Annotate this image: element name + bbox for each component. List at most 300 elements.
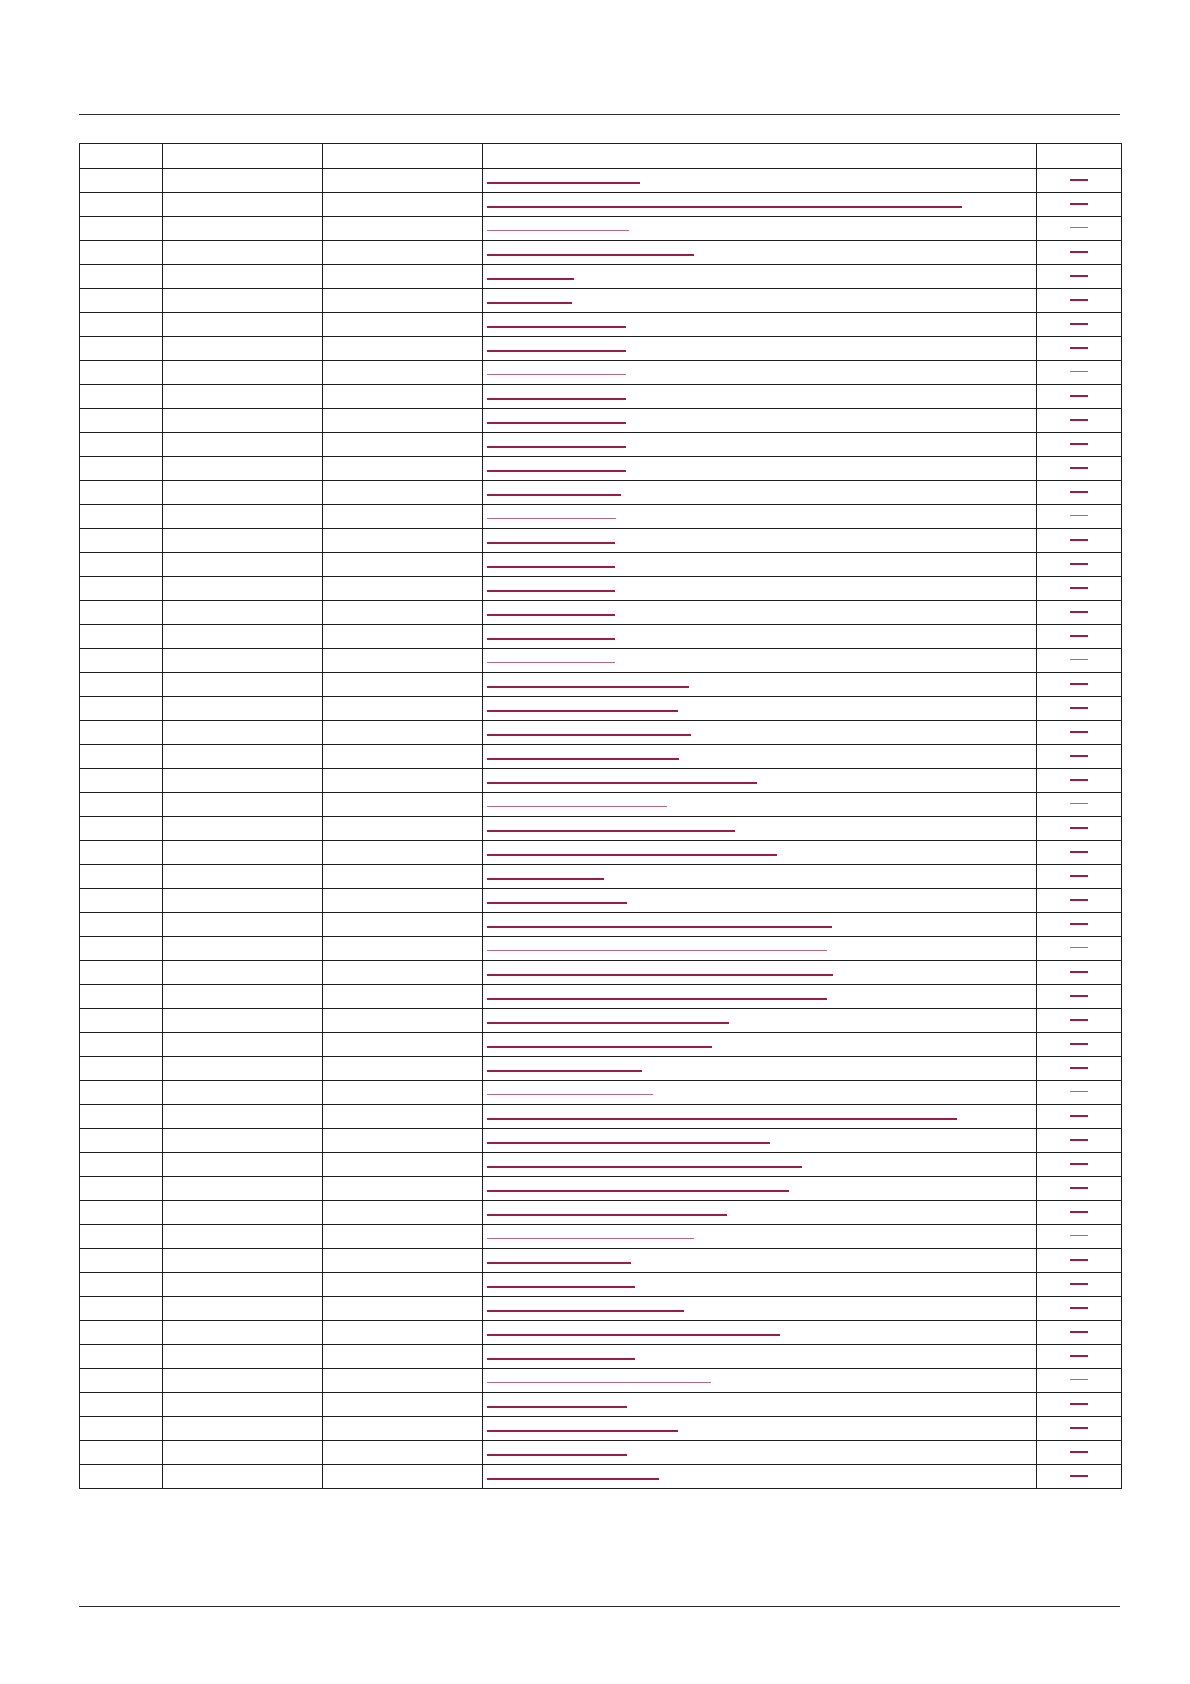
table-row <box>80 265 1122 289</box>
table-cell <box>323 1153 483 1177</box>
hyperlink-underline[interactable] <box>487 182 640 184</box>
link-cell <box>483 1129 1037 1153</box>
hyperlink-underline[interactable] <box>487 734 691 736</box>
page-ref-cell <box>1037 865 1122 889</box>
table-cell <box>163 529 323 553</box>
hyperlink-underline[interactable] <box>487 1286 635 1288</box>
table-cell <box>323 961 483 985</box>
table-cell <box>323 577 483 601</box>
table-cell <box>163 961 323 985</box>
table-cell <box>323 649 483 673</box>
table-cell <box>323 1297 483 1321</box>
hyperlink-underline[interactable] <box>487 446 626 448</box>
table-cell <box>80 385 163 409</box>
table-cell <box>80 985 163 1009</box>
table-row <box>80 673 1122 697</box>
hyperlink-underline[interactable] <box>487 1262 631 1264</box>
page-ref-link[interactable] <box>1070 731 1088 733</box>
link-cell <box>483 193 1037 217</box>
hyperlink-underline[interactable] <box>487 830 735 832</box>
table-row <box>80 913 1122 937</box>
page-ref-link[interactable] <box>1070 827 1088 829</box>
link-cell <box>483 169 1037 193</box>
page-ref-cell <box>1037 1129 1122 1153</box>
hyperlink-underline[interactable] <box>487 398 626 400</box>
link-cell <box>483 457 1037 481</box>
table-cell <box>80 505 163 529</box>
table-cell <box>80 1465 163 1489</box>
table-cell <box>323 433 483 457</box>
hyperlink-underline[interactable] <box>487 470 626 472</box>
hyperlink-underline[interactable] <box>487 662 615 663</box>
column-header <box>1037 144 1122 169</box>
page-ref-cell <box>1037 1225 1122 1249</box>
table-cell <box>80 289 163 313</box>
table-cell <box>323 169 483 193</box>
table-row <box>80 505 1122 529</box>
link-cell <box>483 649 1037 673</box>
footer-rule <box>79 1606 1120 1607</box>
page-ref-cell <box>1037 745 1122 769</box>
page-ref-cell <box>1037 1201 1122 1225</box>
page-ref-link[interactable] <box>1070 419 1088 421</box>
document-table <box>79 143 1122 1489</box>
page-ref-link[interactable] <box>1070 539 1088 541</box>
link-cell <box>483 793 1037 817</box>
table-cell <box>323 1393 483 1417</box>
page-ref-link[interactable] <box>1070 1091 1088 1092</box>
table-cell <box>80 193 163 217</box>
table-cell <box>80 1129 163 1153</box>
page-ref-cell <box>1037 1465 1122 1489</box>
page-ref-link[interactable] <box>1070 395 1088 397</box>
page-ref-cell <box>1037 673 1122 697</box>
hyperlink-underline[interactable] <box>487 1070 642 1072</box>
link-cell <box>483 1201 1037 1225</box>
link-cell <box>483 721 1037 745</box>
page-ref-cell <box>1037 1321 1122 1345</box>
table-row <box>80 1081 1122 1105</box>
hyperlink-underline[interactable] <box>487 1430 678 1432</box>
page-ref-link[interactable] <box>1070 275 1088 277</box>
table-row <box>80 889 1122 913</box>
table-cell <box>80 1249 163 1273</box>
table-cell <box>80 1393 163 1417</box>
link-cell <box>483 769 1037 793</box>
page-ref-link[interactable] <box>1070 347 1088 349</box>
page-ref-cell <box>1037 457 1122 481</box>
table-cell <box>80 889 163 913</box>
page-ref-link[interactable] <box>1070 1139 1088 1141</box>
link-cell <box>483 265 1037 289</box>
page-ref-link[interactable] <box>1070 1211 1088 1213</box>
hyperlink-underline[interactable] <box>487 1406 627 1408</box>
page-ref-link[interactable] <box>1070 611 1088 613</box>
table-row <box>80 289 1122 313</box>
link-cell <box>483 337 1037 361</box>
page-ref-link[interactable] <box>1070 947 1088 948</box>
link-cell <box>483 937 1037 961</box>
page-ref-link[interactable] <box>1070 587 1088 589</box>
table-row <box>80 745 1122 769</box>
page-ref-link[interactable] <box>1070 203 1088 205</box>
page-ref-link[interactable] <box>1070 323 1088 325</box>
table-cell <box>323 673 483 697</box>
table-cell <box>323 313 483 337</box>
table-cell <box>323 1033 483 1057</box>
table-cell <box>80 433 163 457</box>
page-ref-cell <box>1037 241 1122 265</box>
hyperlink-underline[interactable] <box>487 686 689 688</box>
table-cell <box>163 505 323 529</box>
page-ref-link[interactable] <box>1070 371 1088 372</box>
table-row <box>80 1441 1122 1465</box>
hyperlink-underline[interactable] <box>487 518 616 519</box>
table-cell <box>80 241 163 265</box>
page-ref-link[interactable] <box>1070 1235 1088 1236</box>
table-cell <box>163 769 323 793</box>
table-cell <box>163 865 323 889</box>
table-cell <box>163 1153 323 1177</box>
table-cell <box>80 769 163 793</box>
table-row <box>80 1105 1122 1129</box>
table-row <box>80 625 1122 649</box>
link-cell <box>483 313 1037 337</box>
table-cell <box>163 1249 323 1273</box>
hyperlink-underline[interactable] <box>487 1190 789 1192</box>
page-ref-cell <box>1037 721 1122 745</box>
page-ref-link[interactable] <box>1070 1043 1088 1045</box>
hyperlink-underline[interactable] <box>487 278 574 280</box>
table-cell <box>80 553 163 577</box>
page-ref-link[interactable] <box>1070 899 1088 901</box>
table-cell <box>163 193 323 217</box>
page-ref-cell <box>1037 889 1122 913</box>
table-row <box>80 193 1122 217</box>
page-ref-cell <box>1037 817 1122 841</box>
table-cell <box>80 601 163 625</box>
hyperlink-underline[interactable] <box>487 206 962 208</box>
page-ref-link[interactable] <box>1070 563 1088 565</box>
table-row <box>80 1345 1122 1369</box>
page-ref-cell <box>1037 625 1122 649</box>
table-cell <box>163 649 323 673</box>
table-cell <box>163 313 323 337</box>
hyperlink-underline[interactable] <box>487 350 626 352</box>
hyperlink-underline[interactable] <box>487 926 832 928</box>
hyperlink-underline[interactable] <box>487 542 615 544</box>
table-row <box>80 1177 1122 1201</box>
hyperlink-underline[interactable] <box>487 254 694 256</box>
page-ref-cell <box>1037 961 1122 985</box>
page-ref-link[interactable] <box>1070 491 1088 493</box>
page-ref-link[interactable] <box>1070 443 1088 445</box>
page-ref-link[interactable] <box>1070 923 1088 925</box>
table-row <box>80 817 1122 841</box>
page-ref-cell <box>1037 505 1122 529</box>
table-cell <box>163 457 323 481</box>
table-row <box>80 361 1122 385</box>
page-ref-link[interactable] <box>1070 1187 1088 1189</box>
table-cell <box>163 553 323 577</box>
page-ref-cell <box>1037 601 1122 625</box>
hyperlink-underline[interactable] <box>487 1142 770 1144</box>
table-cell <box>80 961 163 985</box>
hyperlink-underline[interactable] <box>487 326 626 328</box>
column-header <box>483 144 1037 169</box>
hyperlink-underline[interactable] <box>487 950 827 951</box>
hyperlink-underline[interactable] <box>487 1238 694 1239</box>
page-ref-cell <box>1037 217 1122 241</box>
table-cell <box>163 1225 323 1249</box>
page-ref-link[interactable] <box>1070 1403 1088 1405</box>
table-cell <box>80 481 163 505</box>
table-cell <box>163 1345 323 1369</box>
page-ref-link[interactable] <box>1070 1379 1088 1380</box>
table-cell <box>163 1441 323 1465</box>
table-cell <box>163 673 323 697</box>
table-cell <box>323 385 483 409</box>
hyperlink-underline[interactable] <box>487 998 827 1000</box>
table-row <box>80 1465 1122 1489</box>
page-ref-link[interactable] <box>1070 635 1088 637</box>
table-cell <box>323 1249 483 1273</box>
table-header-row <box>80 144 1122 169</box>
column-header <box>80 144 163 169</box>
table-cell <box>80 1081 163 1105</box>
table-cell <box>80 577 163 601</box>
table-cell <box>323 1321 483 1345</box>
link-cell <box>483 1009 1037 1033</box>
table-cell <box>163 361 323 385</box>
table-cell <box>323 1201 483 1225</box>
hyperlink-underline[interactable] <box>487 566 615 568</box>
table-cell <box>80 1417 163 1441</box>
table-row <box>80 433 1122 457</box>
link-cell <box>483 1033 1037 1057</box>
page-ref-link[interactable] <box>1070 1331 1088 1333</box>
page-ref-link[interactable] <box>1070 1283 1088 1285</box>
table-cell <box>163 1009 323 1033</box>
table-cell <box>163 337 323 361</box>
table-row <box>80 1057 1122 1081</box>
table-cell <box>323 1441 483 1465</box>
page-ref-cell <box>1037 1081 1122 1105</box>
table-cell <box>163 1369 323 1393</box>
page-ref-cell <box>1037 1033 1122 1057</box>
table-cell <box>323 289 483 313</box>
table-cell <box>163 817 323 841</box>
table-cell <box>163 1465 323 1489</box>
hyperlink-underline[interactable] <box>487 230 629 231</box>
link-cell <box>483 1417 1037 1441</box>
page-ref-link[interactable] <box>1070 851 1088 853</box>
page-ref-link[interactable] <box>1070 1019 1088 1021</box>
table-row <box>80 1225 1122 1249</box>
link-cell <box>483 1153 1037 1177</box>
page-ref-link[interactable] <box>1070 875 1088 877</box>
hyperlink-underline[interactable] <box>487 806 667 807</box>
hyperlink-underline[interactable] <box>487 1166 802 1168</box>
page-ref-cell <box>1037 577 1122 601</box>
table-cell <box>80 1009 163 1033</box>
page-ref-link[interactable] <box>1070 1115 1088 1117</box>
page-ref-cell <box>1037 1009 1122 1033</box>
page-ref-link[interactable] <box>1070 1355 1088 1357</box>
table-cell <box>80 361 163 385</box>
hyperlink-underline[interactable] <box>487 494 621 496</box>
page-ref-link[interactable] <box>1070 299 1088 301</box>
page-ref-cell <box>1037 985 1122 1009</box>
page-ref-cell <box>1037 1273 1122 1297</box>
hyperlink-underline[interactable] <box>487 638 615 640</box>
table-cell <box>323 193 483 217</box>
hyperlink-underline[interactable] <box>487 758 679 760</box>
page-ref-link[interactable] <box>1070 1259 1088 1261</box>
hyperlink-underline[interactable] <box>487 422 626 424</box>
table-row <box>80 1033 1122 1057</box>
table-row <box>80 529 1122 553</box>
hyperlink-underline[interactable] <box>487 878 604 880</box>
page-ref-link[interactable] <box>1070 1067 1088 1069</box>
hyperlink-underline[interactable] <box>487 1454 627 1456</box>
table-cell <box>80 313 163 337</box>
table-cell <box>163 841 323 865</box>
page-ref-cell <box>1037 841 1122 865</box>
page-ref-link[interactable] <box>1070 1427 1088 1429</box>
link-cell <box>483 817 1037 841</box>
hyperlink-underline[interactable] <box>487 1358 635 1360</box>
table-cell <box>80 745 163 769</box>
link-cell <box>483 433 1037 457</box>
table-cell <box>80 409 163 433</box>
table-cell <box>323 601 483 625</box>
page-ref-link[interactable] <box>1070 251 1088 253</box>
page-ref-cell <box>1037 697 1122 721</box>
hyperlink-underline[interactable] <box>487 1310 684 1312</box>
table-cell <box>80 1033 163 1057</box>
hyperlink-underline[interactable] <box>487 1094 653 1095</box>
hyperlink-underline[interactable] <box>487 854 777 856</box>
table-row <box>80 1297 1122 1321</box>
table-cell <box>323 241 483 265</box>
hyperlink-underline[interactable] <box>487 902 627 904</box>
table-cell <box>80 1273 163 1297</box>
hyperlink-underline[interactable] <box>487 1022 729 1024</box>
hyperlink-underline[interactable] <box>487 614 615 616</box>
hyperlink-underline[interactable] <box>487 1118 957 1120</box>
table-cell <box>323 1225 483 1249</box>
table-cell <box>163 721 323 745</box>
table-cell <box>80 1345 163 1369</box>
page-ref-link[interactable] <box>1070 1475 1088 1477</box>
link-cell <box>483 673 1037 697</box>
link-cell <box>483 601 1037 625</box>
table-cell <box>323 1009 483 1033</box>
link-cell <box>483 217 1037 241</box>
page-ref-link[interactable] <box>1070 683 1088 685</box>
table-row <box>80 649 1122 673</box>
hyperlink-underline[interactable] <box>487 1382 711 1383</box>
page-ref-link[interactable] <box>1070 1163 1088 1165</box>
table-row <box>80 985 1122 1009</box>
page-ref-link[interactable] <box>1070 755 1088 757</box>
link-cell <box>483 1177 1037 1201</box>
table-row <box>80 577 1122 601</box>
table-cell <box>80 649 163 673</box>
table-cell <box>323 1081 483 1105</box>
page-ref-cell <box>1037 793 1122 817</box>
table-row <box>80 793 1122 817</box>
page-ref-cell <box>1037 481 1122 505</box>
column-header <box>163 144 323 169</box>
hyperlink-underline[interactable] <box>487 1046 712 1048</box>
page-ref-link[interactable] <box>1070 467 1088 469</box>
page-ref-cell <box>1037 169 1122 193</box>
table-cell <box>163 1417 323 1441</box>
hyperlink-underline[interactable] <box>487 1334 780 1336</box>
link-cell <box>483 625 1037 649</box>
page-ref-link[interactable] <box>1070 659 1088 660</box>
table-row <box>80 385 1122 409</box>
page-ref-link[interactable] <box>1070 1451 1088 1453</box>
page-ref-link[interactable] <box>1070 707 1088 709</box>
page-ref-cell <box>1037 361 1122 385</box>
page-ref-link[interactable] <box>1070 971 1088 973</box>
table-cell <box>163 265 323 289</box>
table-row <box>80 337 1122 361</box>
hyperlink-underline[interactable] <box>487 1214 727 1216</box>
page-ref-link[interactable] <box>1070 995 1088 997</box>
hyperlink-underline[interactable] <box>487 302 572 304</box>
page-ref-cell <box>1037 1177 1122 1201</box>
table-cell <box>323 361 483 385</box>
table-cell <box>163 1081 323 1105</box>
page-ref-link[interactable] <box>1070 803 1088 804</box>
link-cell <box>483 1465 1037 1489</box>
page-ref-link[interactable] <box>1070 179 1088 181</box>
table-cell <box>80 865 163 889</box>
table-cell <box>163 241 323 265</box>
page-ref-cell <box>1037 1153 1122 1177</box>
hyperlink-underline[interactable] <box>487 710 678 712</box>
table-cell <box>323 913 483 937</box>
hyperlink-underline[interactable] <box>487 374 626 375</box>
table-cell <box>323 937 483 961</box>
hyperlink-underline[interactable] <box>487 974 833 976</box>
hyperlink-underline[interactable] <box>487 782 757 784</box>
link-cell <box>483 1393 1037 1417</box>
page-ref-link[interactable] <box>1070 779 1088 781</box>
table-row <box>80 1153 1122 1177</box>
page-ref-link[interactable] <box>1070 227 1088 228</box>
link-cell <box>483 697 1037 721</box>
hyperlink-underline[interactable] <box>487 590 615 592</box>
link-cell <box>483 889 1037 913</box>
hyperlink-underline[interactable] <box>487 1478 659 1480</box>
table-row <box>80 1321 1122 1345</box>
header-rule <box>79 114 1120 115</box>
page-ref-link[interactable] <box>1070 515 1088 516</box>
table-cell <box>163 289 323 313</box>
table-row <box>80 937 1122 961</box>
table-cell <box>163 697 323 721</box>
page-ref-link[interactable] <box>1070 1307 1088 1309</box>
table-cell <box>163 745 323 769</box>
link-cell <box>483 1081 1037 1105</box>
table-cell <box>163 793 323 817</box>
table-cell <box>80 169 163 193</box>
